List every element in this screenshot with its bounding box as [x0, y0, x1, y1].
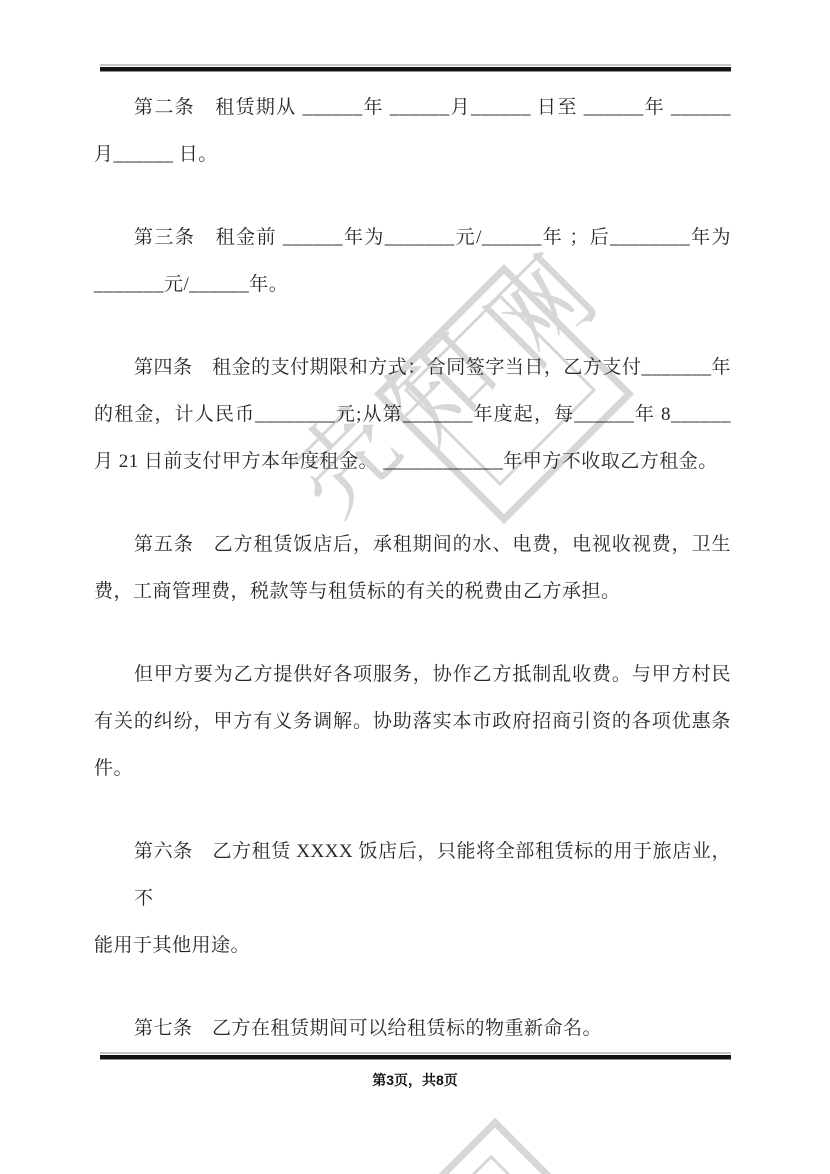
contract-line: _______元/______年。 — [94, 274, 289, 295]
paragraph-article-7 — [94, 1005, 731, 1052]
contract-line: 第七条 乙方在租赁期间可以给租赁标的物重新命名。 — [134, 1018, 603, 1039]
contract-line: 但甲方要为乙方提供好各项服务，协作乙方抵制乱收费。与甲方村民 — [134, 664, 731, 685]
paragraph-article-4 — [94, 344, 731, 485]
footer-rule — [100, 1052, 731, 1060]
page-number: 第3页，共8页 — [372, 1072, 458, 1088]
paragraph-article-2 — [94, 84, 731, 178]
contract-line: 件。 — [94, 758, 134, 779]
paragraph-article-5 — [94, 521, 731, 615]
contract-line: 费，工商管理费，税款等与租赁标的有关的税费由乙方承担。 — [94, 581, 621, 602]
paragraph-article-6 — [94, 828, 731, 969]
watermark-char: 知 — [367, 313, 517, 463]
paragraph-article-5-continued — [94, 651, 731, 792]
contract-body — [94, 84, 731, 1088]
contract-line: 第二条 租赁期从 ______年 ______月______ 日至 ______年 ______ — [134, 97, 731, 118]
contract-line: 能用于其他用途。 — [94, 935, 251, 956]
contract-line: 月______ 日。 — [94, 144, 218, 165]
watermark-char: 壳 — [271, 387, 421, 537]
header-rule — [100, 64, 731, 72]
paragraph-article-3 — [94, 214, 731, 308]
contract-line: 月 21 日前支付甲方本年度租金。 ____________年甲方不收取乙方租金。 — [94, 451, 718, 472]
contract-line: 第四条 租金的支付期限和方式：合同签字当日，乙方支付_______年 — [134, 357, 731, 378]
contract-line: 有关的纠纷，甲方有义务调解。协助落实本市政府招商引资的各项优惠条 — [94, 711, 731, 732]
contract-line: 的租金，计人民币________元;从第_______年度起，每______年 8______ — [94, 404, 731, 425]
watermark-diamond — [381, 1155, 602, 1174]
contract-line: 第五条 乙方租赁饭店后，承租期间的水、电费，电视收视费，卫生 — [134, 534, 731, 555]
watermark-char: 网 — [467, 237, 617, 387]
contract-line: 第三条 租金前 ______年为_______元/______年 ；后________年为 — [134, 227, 731, 248]
watermark-diamond — [344, 1118, 647, 1174]
contract-line: 第六条 乙方租赁 XXXX 饭店后，只能将全部租赁标的用于旅店业，不 — [134, 841, 731, 909]
